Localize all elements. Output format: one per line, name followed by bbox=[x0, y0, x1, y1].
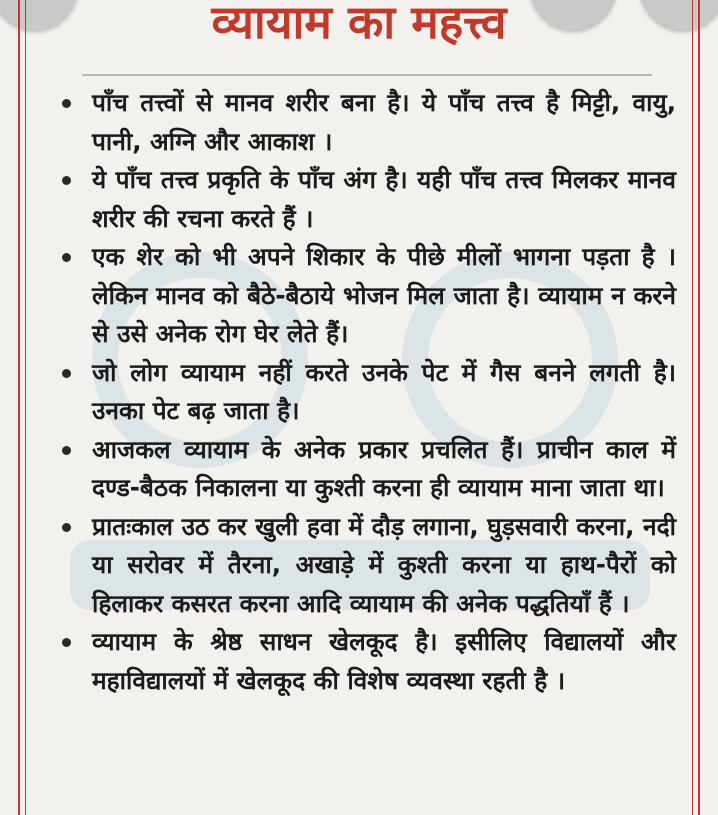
points-list bbox=[56, 84, 676, 700]
point-text: एक शेर को भी अपने शिकार के पीछे मीलों भागना पड़ता है । लेकिन मानव को बैठे-बैठाये भोजन मिल जाता है। व्यायाम न करने से उसे अनेक रोग घेर लेते हैं। bbox=[92, 242, 676, 348]
list-item bbox=[56, 161, 676, 238]
point-text: पाँच तत्त्वों से मानव शरीर बना है। ये पाँच तत्त्व है मिट्टी, वायु, पानी, अग्नि और आकाश । bbox=[92, 88, 676, 156]
list-item bbox=[56, 508, 676, 624]
point-text: ये पाँच तत्त्व प्रकृति के पाँच अंग है। यही पाँच तत्त्व मिलकर मानव शरीर की रचना करते हैं । bbox=[92, 165, 676, 233]
list-item bbox=[56, 354, 676, 431]
point-text: जो लोग व्यायाम नहीं करते उनके पेट में गैस बनने लगती है। उनका पेट बढ़ जाता है। bbox=[92, 357, 676, 425]
bullet-icon bbox=[62, 99, 71, 108]
point-text: प्रातःकाल उठ कर खुली हवा में दौड़ लगाना, घुड़सवारी करना, नदी या सरोवर में तैरना, अखाड़े में कुश्ती करना या हाथ-पैरों को हिलाकर कसरत करना आदि व्यायाम की अनेक पद्धतियाँ हैं । bbox=[92, 511, 676, 618]
bullet-icon bbox=[62, 446, 71, 455]
bullet-icon bbox=[62, 176, 71, 185]
bullet-icon bbox=[62, 523, 71, 532]
list-item bbox=[56, 238, 676, 354]
point-text: व्यायाम के श्रेष्ठ साधन खेलकूद है। इसीलिए विद्यालयों और महाविद्यालयों में खेलकूद की विशेष व्यवस्था रहती है । bbox=[92, 627, 676, 695]
list-item bbox=[56, 623, 676, 700]
bullet-icon bbox=[62, 369, 71, 378]
bullet-icon bbox=[62, 253, 71, 262]
point-text: आजकल व्यायाम के अनेक प्रकार प्रचलित हैं। प्राचीन काल में दण्ड-बैठक निकालना या कुश्ती करना ही व्यायाम माना जाता था। bbox=[92, 434, 676, 502]
list-item bbox=[56, 431, 676, 508]
list-item bbox=[56, 84, 676, 161]
bullet-icon bbox=[62, 638, 71, 647]
title-divider bbox=[82, 74, 652, 76]
page-title: व्यायाम का महत्त्व bbox=[211, 0, 507, 49]
